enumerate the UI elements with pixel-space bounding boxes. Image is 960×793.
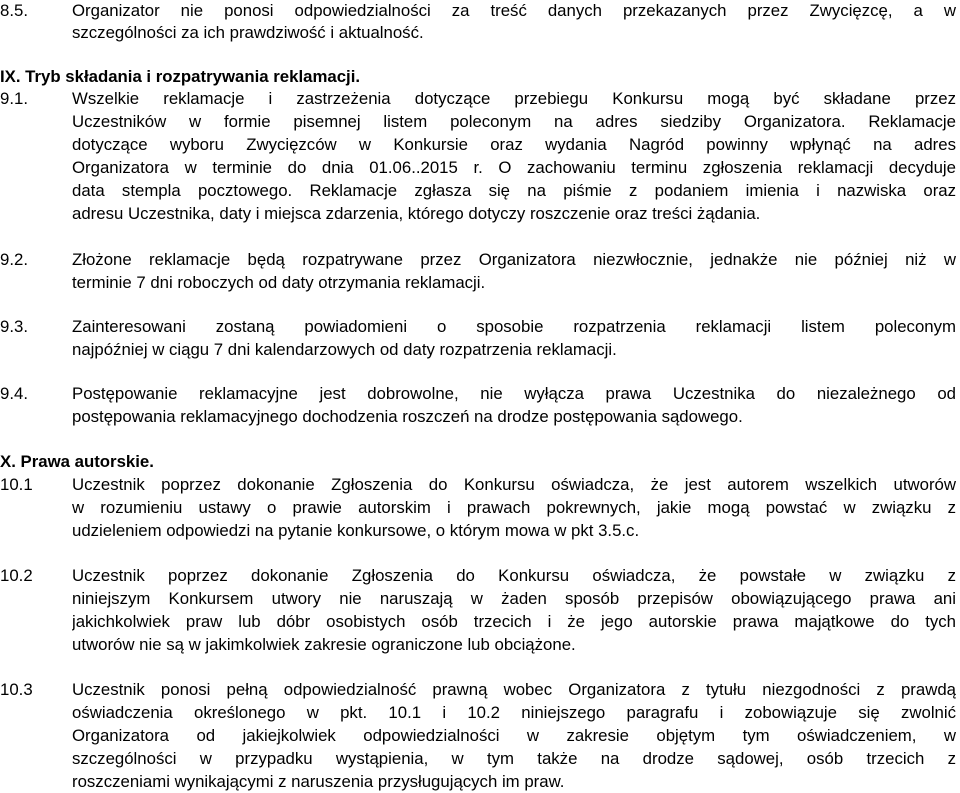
paragraph-line: data stempla pocztowego. Reklamacje zgłasza się na piśmie z podaniem imienia i nazwiska oraz xyxy=(72,181,956,200)
paragraph-line: Organizatora w terminie do dnia 01.06..2015 r. O zachowaniu terminu zgłoszenia reklamacji decyduje xyxy=(72,158,956,177)
paragraph-number: 9.1. xyxy=(0,89,28,108)
paragraph-line: w rozumieniu ustawy o prawie autorskim i prawach pokrewnych, jakie mogą powstać w związku z xyxy=(72,498,956,517)
paragraph-number: 10.3 xyxy=(0,680,33,699)
paragraph-line: postępowania reklamacyjnego dochodzenia roszczeń na drodze postępowania sądowego. xyxy=(72,407,743,426)
paragraph-line: Uczestników w formie pisemnej listem poleconym na adres siedziby Organizatora. Reklamacje xyxy=(72,112,956,131)
paragraph-line: Uczestnik ponosi pełną odpowiedzialność prawną wobec Organizatora z tytułu niezgodności z prawdą xyxy=(72,680,956,699)
section-heading-ix: IX. Tryb składania i rozpatrywania reklamacji. xyxy=(0,67,361,86)
paragraph-line: Organizatora od jakiejkolwiek odpowiedzialności w zakresie objętym tym oświadczeniem, w xyxy=(72,726,956,745)
paragraph-number: 10.1 xyxy=(0,475,33,494)
paragraph-line: jakichkolwiek praw lub dóbr osobistych osób trzecich i że jego autorskie prawa majątkowe do tych xyxy=(72,612,956,631)
paragraph-number: 9.3. xyxy=(0,317,28,336)
paragraph-line: utworów nie są w jakimkolwiek zakresie ograniczone lub obciążone. xyxy=(72,635,576,654)
section-heading-x: X. Prawa autorskie. xyxy=(0,452,154,471)
paragraph-line: Organizator nie ponosi odpowiedzialności za treść danych przekazanych przez Zwycięzcę, a w xyxy=(72,1,956,20)
paragraph-line: szczególności za ich prawdziwość i aktualność. xyxy=(72,23,424,42)
paragraph-line: roszczeniami wynikającymi z naruszenia przysługujących im praw. xyxy=(72,772,565,791)
paragraph-line: terminie 7 dni roboczych od daty otrzymania reklamacji. xyxy=(72,273,486,292)
paragraph-line: Wszelkie reklamacje i zastrzeżenia dotyczące przebiegu Konkursu mogą być składane przez xyxy=(72,89,956,108)
paragraph-number: 9.2. xyxy=(0,250,28,269)
paragraph-line: szczególności w przypadku wystąpienia, w tym także na drodze sądowej, osób trzecich z xyxy=(72,749,956,768)
paragraph-number: 9.4. xyxy=(0,384,28,403)
paragraph-line: adresu Uczestnika, daty i miejsca zdarzenia, którego dotyczy roszczenie oraz treści żądania. xyxy=(72,204,761,223)
paragraph-line: Uczestnik poprzez dokonanie Zgłoszenia do Konkursu oświadcza, że powstałe w związku z xyxy=(72,566,956,585)
paragraph-line: Uczestnik poprzez dokonanie Zgłoszenia do Konkursu oświadcza, że jest autorem wszelkich utworów xyxy=(72,475,956,494)
paragraph-line: Postępowanie reklamacyjne jest dobrowolne, nie wyłącza prawa Uczestnika do niezależnego od xyxy=(72,384,956,403)
paragraph-line: Złożone reklamacje będą rozpatrywane przez Organizatora niezwłocznie, jednakże nie później niż w xyxy=(72,250,956,269)
paragraph-line: Zainteresowani zostaną powiadomieni o sposobie rozpatrzenia reklamacji listem poleconym xyxy=(72,317,956,336)
paragraph-line: najpóźniej w ciągu 7 dni kalendarzowych od daty rozpatrzenia reklamacji. xyxy=(72,340,617,359)
paragraph-line: udzieleniem odpowiedzi na pytanie konkursowe, o którym mowa w pkt 3.5.c. xyxy=(72,521,640,540)
paragraph-line: niniejszym Konkursem utwory nie naruszają w żaden sposób przepisów obowiązującego prawa ani xyxy=(72,589,956,608)
paragraph-number: 8.5. xyxy=(0,1,28,20)
paragraph-number: 10.2 xyxy=(0,566,33,585)
paragraph-line: dotyczące wyboru Zwycięzców w Konkursie oraz wydania Nagród powinny wpłynąć na adres xyxy=(72,135,956,154)
paragraph-line: oświadczenia określonego w pkt. 10.1 i 10.2 niniejszego paragrafu i zobowiązuje się zwolnić xyxy=(72,703,956,722)
